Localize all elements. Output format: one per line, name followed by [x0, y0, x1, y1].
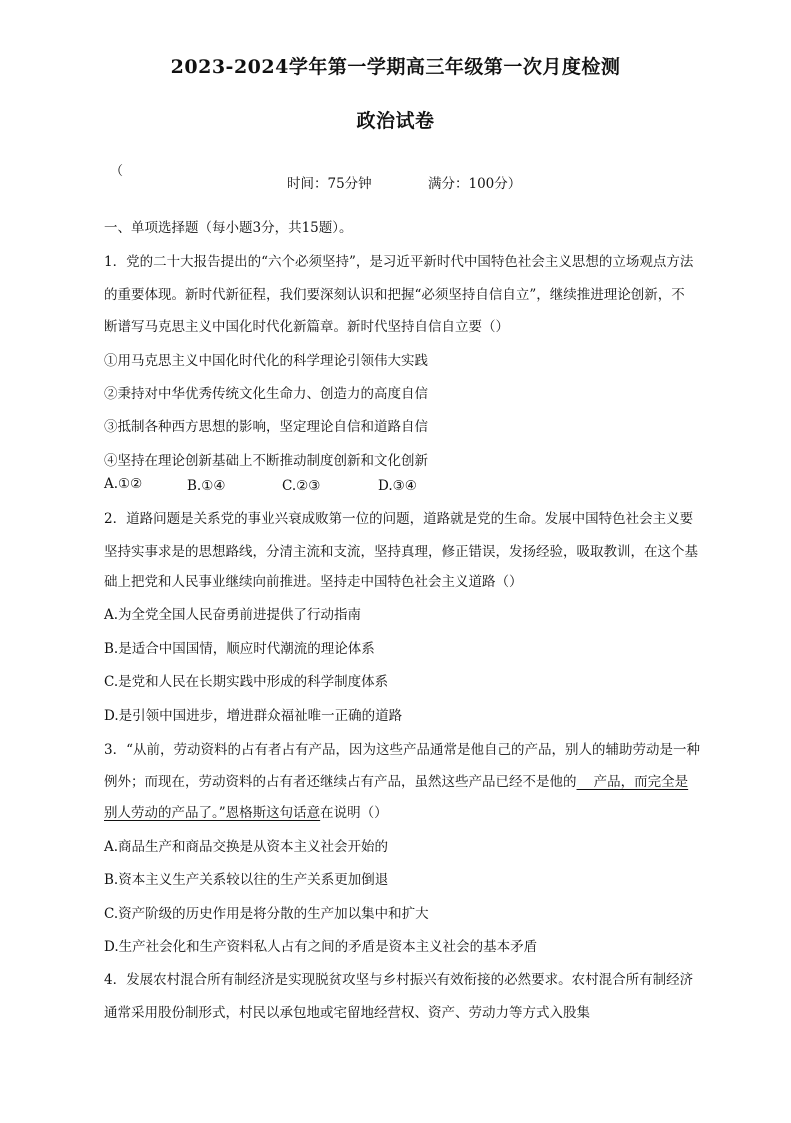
q2-stem-line: 坚持实事求是的思想路线，分清主流和支流，坚持真理，修正错误，发扬经验，吸取教训，在这个基	[104, 544, 698, 560]
q2-option-b: B.是适合中国国情，顺应时代潮流的理论体系	[104, 641, 375, 657]
q4-stem-line: 4．发展农村混合所有制经济是实现脱贫攻坚与乡村振兴有效衔接的必然要求。农村混合所有制经济	[104, 972, 694, 988]
q3-stem-line: 3．“从前，劳动资料的占有者占有产品，因为这些产品通常是他自己的产品，别人的辅助劳动是一种	[104, 742, 700, 758]
q3-underlined-text: 产品，而完全是	[576, 774, 689, 790]
q3-option-c: C.资产阶级的历史作用是将分散的生产加以集中和扩大	[104, 906, 429, 922]
q1-stem-line: 断谱写马克思主义中国化时代化新篇章。新时代坚持自信自立要（）	[104, 319, 509, 335]
q3-stem-line	[104, 770, 688, 790]
q2-option-a: A.为全党全国人民奋勇前进提供了行动指南	[104, 607, 362, 623]
q2-option-c: C.是党和人民在长期实践中形成的科学制度体系	[104, 674, 389, 690]
exam-subject: 政治试卷	[356, 110, 435, 132]
q1-statement: ④坚持在理论创新基础上不断推动制度创新和文化创新	[104, 453, 428, 469]
q1-statement: ①用马克思主义中国化时代化的科学理论引领伟大实践	[104, 353, 428, 369]
q1-option-a: A.①②	[104, 476, 143, 492]
q2-option-d: D.是引领中国进步，增进群众福祉唯一正确的道路	[104, 708, 403, 724]
exam-title: 2023-2024学年第一学期高三年级第一次月度检测	[170, 56, 621, 78]
q3-stem-line	[104, 801, 388, 821]
section-heading: 一、单项选择题（每小题3分，共15题）。	[104, 220, 353, 236]
q2-stem-line: 2．道路问题是关系党的事业兴衰成败第一位的问题，道路就是党的生命。发展中国特色社会主义要	[104, 511, 694, 527]
q3-option-d: D.生产社会化和生产资料私人占有之间的矛盾是资本主义社会的基本矛盾	[104, 939, 538, 955]
q1-statement: ③抵制各种西方思想的影响，坚定理论自信和道路自信	[104, 419, 428, 435]
q1-option-c: C.②③	[282, 478, 321, 494]
q3-stem-text: 在说明（）	[320, 805, 388, 821]
exam-page: 2023-2024学年第一学期高三年级第一次月度检测 政治试卷 （ 时间：75分钟 满分：100分） 一、单项选择题（每小题3分，共15题）。 1．党的二十大报告提出的“六个必须坚持”，是习近平新时代中国特色社会主义思想的立场观点方法 的重要体现。新时代新征程，我们要深刻认识和把握“必须坚持自信自立”，继续推进理论创新，不 断谱写马克思主义中国化时代化新篇章。新时代坚持自信自立要（） ①用马克思主义中国化时代化的科学理论引领伟大实践 ②秉持对中华优秀传统文化生命力、创造力的高度自信 ③抵制各种西方思想的影响，坚定理论自信和道路自信 ④坚持在理论创新基础上不断推动制度创新和文化创新 A.①② B.①④ C.②③ D.③④ 2．道路问题是关系党的事业兴衰成败第一位的问题，道路就是党的生命。发展中国特色社会主义要 坚持实事求是的思想路线，分清主流和支流，坚持真理，修正错误，发扬经验，吸取教训，在这个基 础上把党和人民事业继续向前推进。坚持走中国特色社会主义道路（） A.为全党全国人民奋勇前进提供了行动指南 B.是适合中国国情，顺应时代潮流的理论体系 C.是党和人民在长期实践中形成的科学制度体系 D.是引领中国进步，增进群众福祉唯一正确的道路 3．“从前，劳动资料的占有者占有产品，因为这些产品通常是他自己的产品，别人的辅助劳动是一种 例外；而现在，劳动资料的占有者还继续占有产品，虽然这些产品已经不是他的 产品，而完全是 别人劳动的产品了。”恩格斯这句话意在说明（） A.商品生产和商品交换是从资本主义社会开始的 B.资本主义生产关系较以往的生产关系更加倒退 C.资产阶级的历史作用是将分散的生产加以集中和扩大 D.生产社会化和生产资料私人占有之间的矛盾是资本主义社会的基本矛盾 4．发展农村混合所有制经济是实现脱贫攻坚与乡村振兴有效衔接的必然要求。农村混合所有制经济 通常采用股份制形式，村民以承包地或宅留地经营权、资产、劳动力等方式入股集	[0, 0, 791, 1123]
q1-option-d: D.③④	[378, 478, 417, 494]
stray-mark: （	[110, 164, 124, 179]
q2-stem-line: 础上把党和人民事业继续向前推进。坚持走中国特色社会主义道路（）	[104, 574, 523, 590]
q1-stem-line: 的重要体现。新时代新征程，我们要深刻认识和把握“必须坚持自信自立”，继续推进理论创新，不	[104, 287, 685, 303]
q3-underlined-text: 别人劳动的产品了。”恩格斯这句话意	[104, 805, 321, 821]
q4-stem-line: 通常采用股份制形式，村民以承包地或宅留地经营权、资产、劳动力等方式入股集	[104, 1005, 590, 1021]
q3-option-a: A.商品生产和商品交换是从资本主义社会开始的	[104, 839, 389, 855]
q3-stem-text: 例外；而现在，劳动资料的占有者还继续占有产品，虽然这些产品已经不是他的	[104, 774, 577, 790]
q1-option-b: B.①④	[187, 478, 226, 494]
q1-statement: ②秉持对中华优秀传统文化生命力、创造力的高度自信	[104, 386, 428, 402]
q1-stem-line: 1．党的二十大报告提出的“六个必须坚持”，是习近平新时代中国特色社会主义思想的立场观点方法	[104, 254, 694, 270]
q3-option-b: B.资本主义生产关系较以往的生产关系更加倒退	[104, 872, 389, 888]
